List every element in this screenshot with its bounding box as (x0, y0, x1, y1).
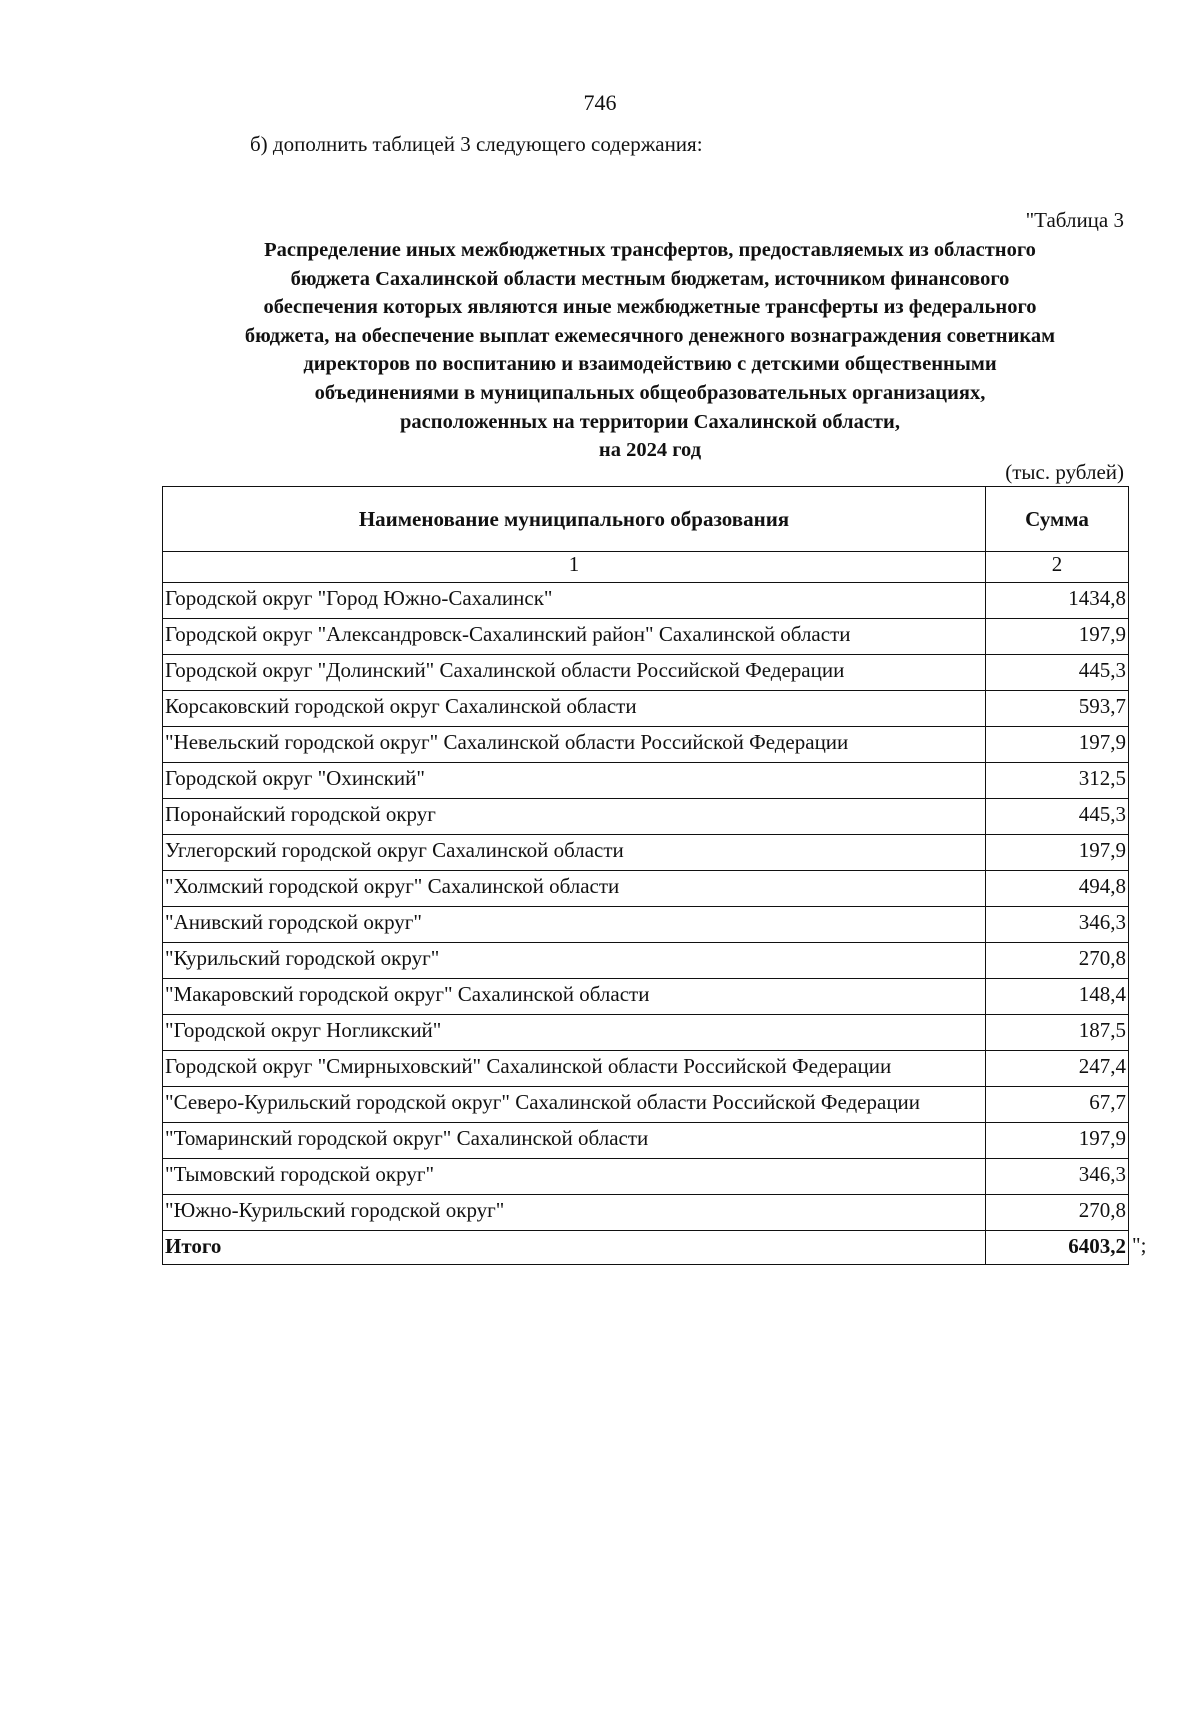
header-sum: Сумма (986, 487, 1129, 552)
municipality-name: Городской округ "Город Южно-Сахалинск" (163, 583, 986, 619)
municipality-sum: 312,5 (986, 763, 1129, 799)
table-row (163, 871, 1129, 907)
column-number: 1 (163, 552, 986, 583)
municipality-name: Корсаковский городской округ Сахалинской области (163, 691, 986, 727)
table-row (163, 691, 1129, 727)
table-row (163, 763, 1129, 799)
table-row (163, 1123, 1129, 1159)
municipality-sum: 197,9 (986, 619, 1129, 655)
municipality-sum: 346,3 (986, 907, 1129, 943)
total-row (163, 1231, 1129, 1265)
closing-mark: "; (1132, 1232, 1147, 1257)
municipality-name: Городской округ "Охинский" (163, 763, 986, 799)
municipality-name: "Анивский городской округ" (163, 907, 986, 943)
title-line: обеспечения которых являются иные межбюджетные трансферты из федерального (263, 296, 1037, 319)
municipality-sum: 197,9 (986, 835, 1129, 871)
table-row (163, 1159, 1129, 1195)
municipality-sum: 494,8 (986, 871, 1129, 907)
municipality-name: Углегорский городской округ Сахалинской области (163, 835, 986, 871)
title-line: директоров по воспитанию и взаимодействию с детскими общественными (303, 353, 997, 376)
municipality-name: "Томаринский городской округ" Сахалинской области (163, 1123, 986, 1159)
table-row (163, 655, 1129, 691)
municipality-name: "Северо-Курильский городской округ" Сахалинской области Российской Федерации (163, 1087, 986, 1123)
municipality-sum: 270,8 (986, 1195, 1129, 1231)
title-line: объединениями в муниципальных общеобразовательных организациях, (314, 381, 986, 404)
municipality-sum: 197,9 (986, 1123, 1129, 1159)
municipality-name: "Невельский городской округ" Сахалинской области Российской Федерации (163, 727, 986, 763)
column-number: 2 (986, 552, 1129, 583)
total-sum: 6403,2 (986, 1231, 1129, 1265)
table-row (163, 727, 1129, 763)
municipality-sum: 445,3 (986, 655, 1129, 691)
municipality-sum: 148,4 (986, 979, 1129, 1015)
municipality-name: Поронайский городской округ (163, 799, 986, 835)
title-line: бюджета Сахалинской области местным бюджетам, источником финансового (290, 267, 1010, 290)
table-label: "Таблица 3 (1025, 208, 1124, 232)
municipality-sum: 593,7 (986, 691, 1129, 727)
title-line: на 2024 год (598, 439, 702, 462)
municipality-name: "Курильский городской округ" (163, 943, 986, 979)
column-number-row (163, 552, 1129, 583)
table-row (163, 907, 1129, 943)
total-label: Итого (163, 1231, 986, 1265)
title-line: бюджета, на обеспечение выплат ежемесячного денежного вознаграждения советникам (244, 324, 1056, 347)
intro-text: б) дополнить таблицей 3 следующего содержания: (250, 132, 703, 156)
municipality-name: "Макаровский городской округ" Сахалинской области (163, 979, 986, 1015)
distribution-table (162, 486, 1129, 1265)
table-row (163, 943, 1129, 979)
municipality-name: Городской округ "Долинский" Сахалинской области Российской Федерации (163, 655, 986, 691)
table-title (160, 236, 1140, 465)
municipality-name: "Городской округ Ногликский" (163, 1015, 986, 1051)
municipality-sum: 197,9 (986, 727, 1129, 763)
table-row (163, 583, 1129, 619)
municipality-sum: 270,8 (986, 943, 1129, 979)
municipality-sum: 346,3 (986, 1159, 1129, 1195)
municipality-sum: 67,7 (986, 1087, 1129, 1123)
municipality-name: "Тымовский городской округ" (163, 1159, 986, 1195)
table-row (163, 1087, 1129, 1123)
table-row (163, 619, 1129, 655)
title-line: расположенных на территории Сахалинской области, (400, 410, 900, 433)
municipality-sum: 1434,8 (986, 583, 1129, 619)
table-row (163, 1015, 1129, 1051)
municipality-name: "Южно-Курильский городской округ" (163, 1195, 986, 1231)
municipality-sum: 445,3 (986, 799, 1129, 835)
municipality-sum: 247,4 (986, 1051, 1129, 1087)
units-label: (тыс. рублей) (1005, 460, 1124, 484)
table-row (163, 835, 1129, 871)
table-row (163, 979, 1129, 1015)
header-name: Наименование муниципального образования (163, 487, 986, 552)
municipality-name: Городской округ "Александровск-Сахалинский район" Сахалинской области (163, 619, 986, 655)
table-row (163, 1195, 1129, 1231)
table-row (163, 799, 1129, 835)
table-header-row (163, 487, 1129, 552)
municipality-name: Городской округ "Смирныховский" Сахалинской области Российской Федерации (163, 1051, 986, 1087)
title-line: Распределение иных межбюджетных трансфертов, предоставляемых из областного (264, 239, 1036, 261)
table-row (163, 1051, 1129, 1087)
page-number: 746 (583, 90, 617, 115)
municipality-name: "Холмский городской округ" Сахалинской области (163, 871, 986, 907)
municipality-sum: 187,5 (986, 1015, 1129, 1051)
table-body (163, 552, 1129, 1265)
